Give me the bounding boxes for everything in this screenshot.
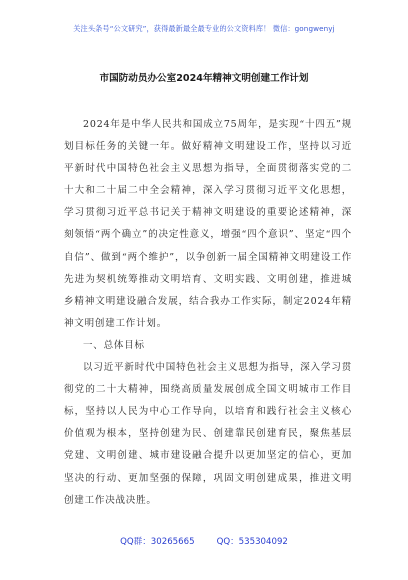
- intro-paragraph: 2024年是中华人民共和国成立75周年，是实现“十四五”规划目标任务的关键一年。做好精神文明建设工作，坚持以习近平新时代中国特色社会主义思想为指导，全面贯彻落实党的二十大和二十届二中全会精神，深入学习贯彻习近平文化思想，学习贯彻习近平总书记关于精神文明建设的重要论述精神，深刻领悟“两个确立”的决定性意义，增强“四个意识”、坚定“四个自信”、做到“两个维护”，以争创新一届全国精神文明建设工作先进为契机统筹推动文明培育、文明实践、文明创建，推进城乡精神文明建设融合发展，结合我办工作实际，制定2024年精神文明创建工作计划。: [64, 119, 352, 329]
- document-body: [64, 114, 352, 512]
- document-title: 市国防动员办公室2024年精神文明创建工作计划: [99, 73, 309, 84]
- contact-footer: [0, 535, 408, 547]
- section-paragraph: 以习近平新时代中国特色社会主义思想为指导，深入学习贯彻党的二十大精神，围绕高质量发展创成全国文明城市工作目标，坚持以人民为中心工作导向，以培育和践行社会主义核心价值观为根本，坚持创建为民、创建靠民创建育民，聚焦基层党建、文明创建、城市建设融合提升以更加坚定的信心，更加坚决的行动、更加坚强的保障，巩固文明创建成果，推进文明创建工作决战决胜。: [64, 362, 352, 506]
- section-heading: 一、总体目标: [83, 339, 145, 351]
- qq-number: QQ：535304092: [216, 537, 288, 547]
- promo-banner: 关注头条号“公文研究”，获得最新最全最专业的公文资料库！ 微信：gongwenyj: [73, 24, 335, 33]
- qq-group-number: QQ群：30265665: [120, 537, 195, 547]
